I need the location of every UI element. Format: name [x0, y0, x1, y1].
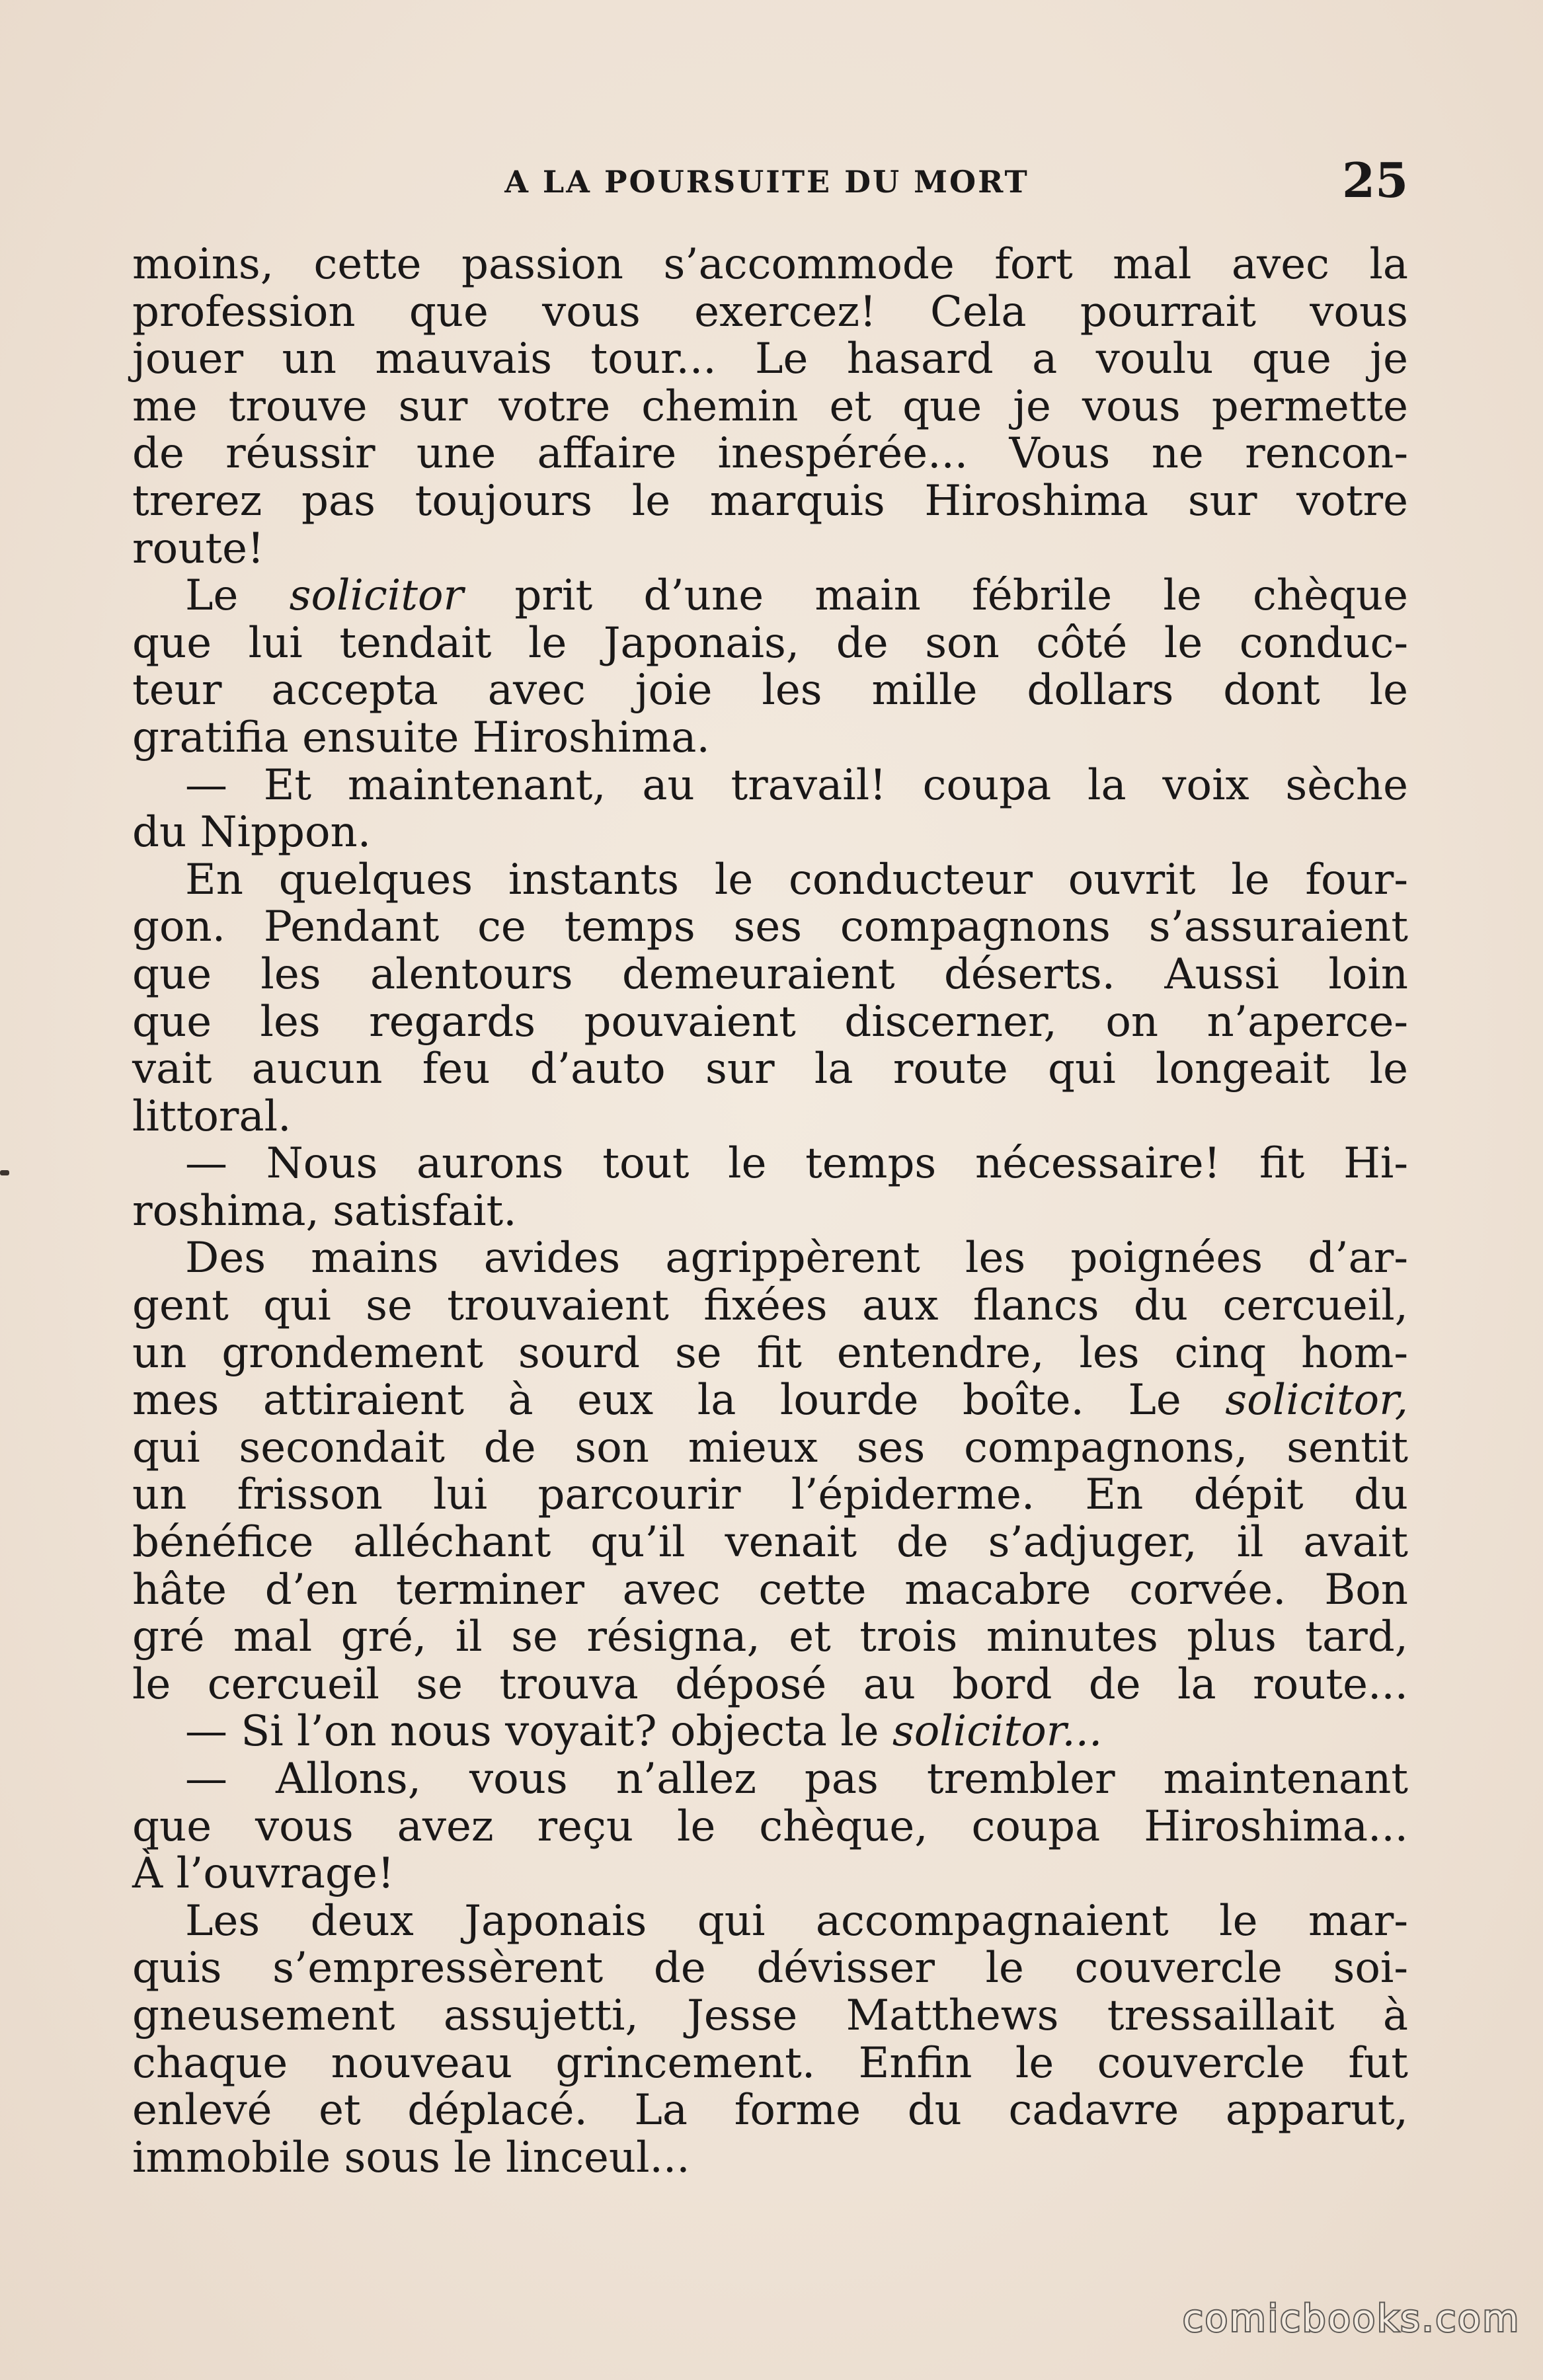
text-line: gon. Pendant ce temps ses compagnons s’assuraient	[132, 902, 1408, 952]
text-line: que lui tendait le Japonais, de son côté le conduc-	[132, 618, 1408, 668]
italic-word: solicitor...	[892, 1707, 1103, 1757]
text-line: littoral.	[132, 1091, 292, 1141]
text-line: — Nous aurons tout le temps nécessaire! fit Hi-	[185, 1139, 1408, 1189]
text-line: trerez pas toujours le marquis Hiroshima sur votre	[132, 476, 1408, 526]
text-line: du Nippon.	[132, 808, 372, 857]
text-line: En quelques instants le conducteur ouvrit le four-	[185, 855, 1408, 904]
text-line: Des mains avides agrippèrent les poignées d’ar-	[185, 1234, 1408, 1283]
text-line: moins, cette passion s’accommode fort mal avec la	[132, 240, 1408, 289]
body-text	[132, 241, 1408, 2182]
text-line: de réussir une affaire inespérée... Vous ne rencon-	[132, 429, 1408, 479]
text-segment: prit d’une main fébrile le chèque	[463, 571, 1408, 621]
text-line: gratifia ensuite Hiroshima.	[132, 713, 710, 762]
running-head: A LA POURSUITE DU MORT	[504, 164, 1029, 200]
text-line: À l’ouvrage!	[132, 1849, 395, 1899]
text-line: que les alentours demeuraient déserts. Aussi loin	[132, 949, 1408, 999]
text-segment: — Si l’on nous voyait? objecta le	[185, 1707, 892, 1757]
text-line	[132, 1708, 1408, 1756]
italic-word: solicitor	[289, 571, 464, 621]
text-segment: mes attiraient à eux la lourde boîte. Le	[132, 1376, 1226, 1425]
text-line: vait aucun feu d’auto sur la route qui longeait le	[132, 1045, 1408, 1094]
text-line: que les regards pouvaient discerner, on n’aperce-	[132, 997, 1408, 1047]
text-line: immobile sous le linceul...	[132, 2133, 690, 2182]
text-line: qui secondait de son mieux ses compagnons, sentit	[132, 1423, 1408, 1472]
text-line: bénéfice alléchant qu’il venait de s’adjuger, il avait	[132, 1518, 1408, 1567]
text-segment: Le	[185, 571, 290, 621]
text-line: gré mal gré, il se résigna, et trois minutes plus tard,	[132, 1612, 1408, 1662]
text-line: — Et maintenant, au travail! coupa la voix sèche	[185, 760, 1408, 810]
text-line: jouer un mauvais tour... Le hasard a voulu que je	[132, 335, 1408, 384]
text-line: gent qui se trouvaient fixées aux flancs du cercueil,	[132, 1281, 1408, 1331]
text-line: le cercueil se trouva déposé au bord de la route...	[132, 1659, 1408, 1709]
text-line	[132, 573, 1408, 620]
text-line: enlevé et déplacé. La forme du cadavre apparut,	[132, 2086, 1408, 2135]
text-line: route!	[132, 524, 264, 573]
text-line: profession que vous exercez! Cela pourrait vous	[132, 287, 1408, 337]
text-line: un frisson lui parcourir l’épiderme. En dépit du	[132, 1470, 1408, 1520]
text-line: Les deux Japonais qui accompagnaient le mar-	[185, 1896, 1408, 1946]
page-edge-mark	[0, 1170, 9, 1175]
text-line: chaque nouveau grincement. Enfin le couvercle fut	[132, 2038, 1408, 2088]
page-number: 25	[1342, 152, 1409, 208]
text-line: un grondement sourd se fit entendre, les cinq hom-	[132, 1328, 1408, 1378]
text-line: gneusement assujetti, Jesse Matthews tressaillait à	[132, 1991, 1408, 2040]
text-line: quis s’empressèrent de dévisser le couvercle soi-	[132, 1944, 1408, 1993]
text-line	[132, 1377, 1408, 1425]
text-line: me trouve sur votre chemin et que je vous permette	[132, 381, 1408, 431]
text-line: que vous avez reçu le chèque, coupa Hiroshima...	[132, 1802, 1408, 1851]
italic-word: solicitor,	[1225, 1376, 1408, 1425]
text-line: — Allons, vous n’allez pas trembler maintenant	[185, 1755, 1408, 1804]
site-watermark: comicbooks.com	[1182, 2297, 1521, 2340]
text-line: hâte d’en terminer avec cette macabre corvée. Bon	[132, 1565, 1408, 1614]
text-line: roshima, satisfait.	[132, 1186, 517, 1236]
text-line: teur accepta avec joie les mille dollars dont le	[132, 666, 1408, 715]
